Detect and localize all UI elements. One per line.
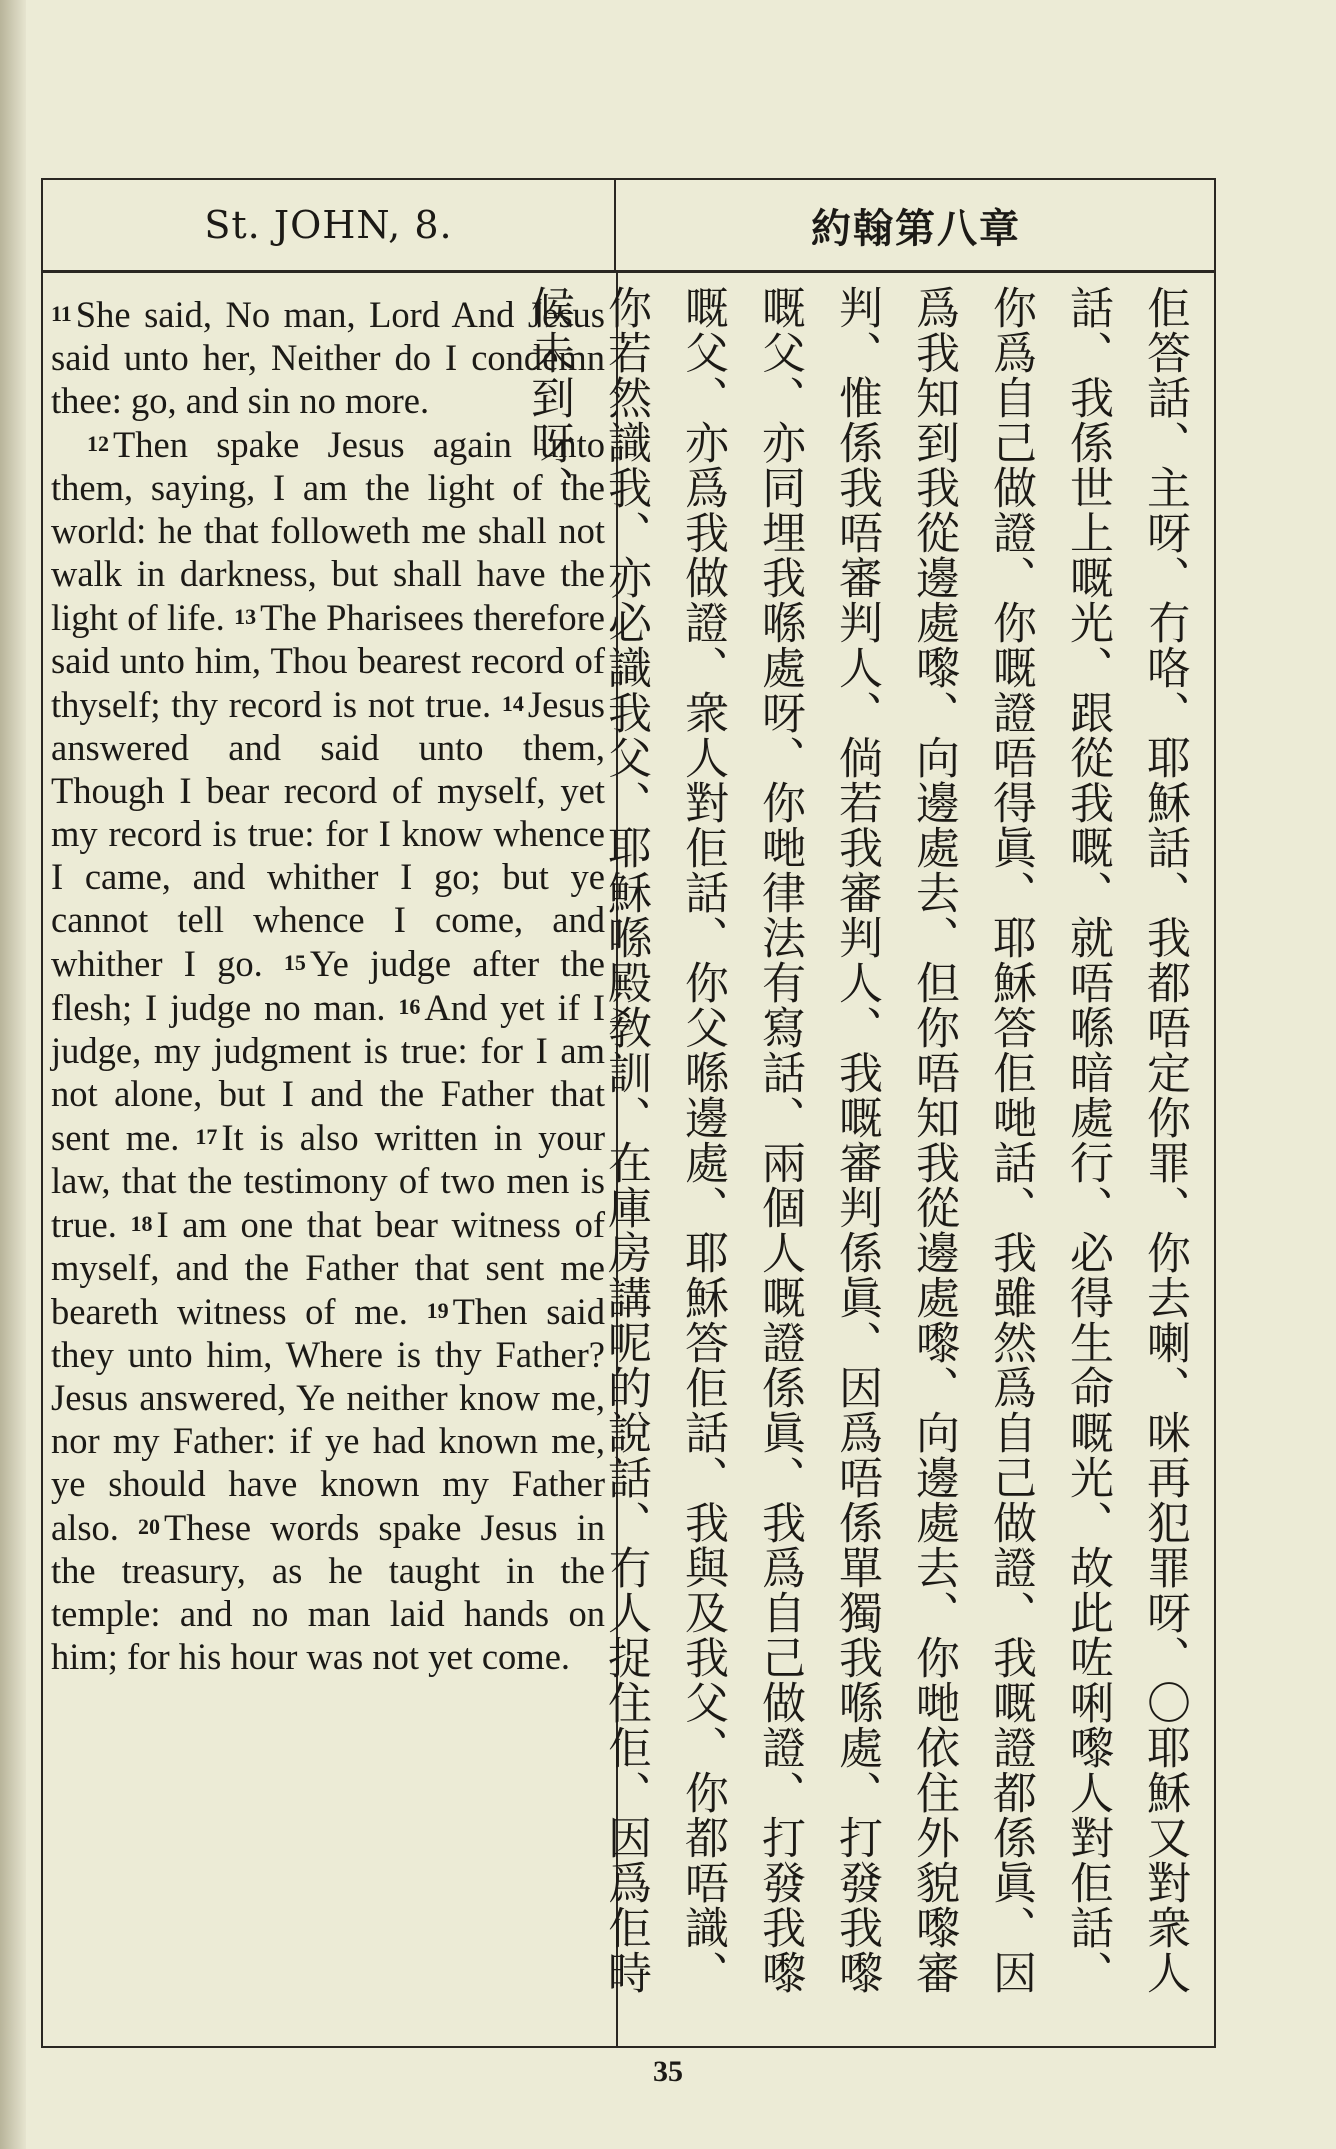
verse-text: She said, No man, Lord And Jesus said unto her, Neither do I condemn thee: go, and sin no more. (51, 294, 605, 421)
verse-number: 16 (398, 994, 421, 1019)
verse-number: 13 (234, 604, 257, 629)
verse-text: Then said they unto him, Where is thy Father? Jesus answered, Ye neither know me, nor my Father: if ye had known me, ye should have known my Father also. (51, 1291, 605, 1548)
verse-text: And yet if I judge, my judgment is true: for I am not alone, but I and the Father that sent me. (51, 987, 606, 1158)
verse-text: It is also written in your law, that the testimony of two men is true. (51, 1117, 606, 1245)
verse-text: These words spake Jesus in the treasury, as he taught in the temple: and no man laid hands on him; for his hour was not yet come. (51, 1507, 605, 1677)
verse-number: 11 (51, 301, 72, 326)
page-frame (41, 178, 1216, 2048)
chinese-column: 佢答話、主呀、冇咯、耶穌話、我都唔定你罪、你去喇、咪再犯罪呀、〇耶穌又對衆人話、我係世上嘅光、跟從我嘅、就唔喺暗處行、必得生命嘅光、故此咗唎嚟人對佢話、你爲自己做證、你嘅證唔得眞、耶穌答佢哋話、我雖然爲自己做證、我嘅證都係眞、因爲我知到我從邊處嚟、向邊處去、但你唔知我從邊處嚟、向邊處去、你哋依住外貌嚟審判、惟係我唔審判人、倘若我審判人、我嘅審判係眞、因爲唔係單獨我喺處、打發我嚟嘅父、亦同埋我喺處呀、你哋律法有寫話、兩個人嘅證係眞、我爲自己做證、打發我嚟嘅父、亦爲我做證、衆人對佢話、你父喺邊處、耶穌答佢話、我與及我父、你都唔識、你若然識我、亦必識我父、耶穌喺殿敎訓、在庫房講呢的說話、冇人捉住佢、因爲佢時候未到呀、 (523, 285, 1190, 1995)
page-binding-shadow (0, 0, 26, 2149)
verse-text: The Pharisees therefore said unto him, Thou bearest record of thyself; thy record is not true. (51, 597, 606, 725)
verse-number: 20 (137, 1514, 160, 1539)
verse-number: 15 (283, 950, 306, 975)
running-header (43, 180, 1214, 273)
verse-number: 19 (426, 1298, 449, 1323)
verse-number: 12 (87, 431, 109, 456)
english-title: St. JOHN, 8. (43, 180, 616, 270)
verse-text: Jesus answered and said unto them, Though I bear record of myself, yet my record is true: for I know whence I came, and whither I go; but ye cannot tell whence I come, and whither I go. (51, 684, 605, 984)
verse-text: I am one that bear witness of myself, and the Father that sent me beareth witness of me. (51, 1204, 606, 1332)
verse-12-13-14 (51, 422, 605, 1678)
page-number: 35 (653, 2055, 683, 2088)
english-column (51, 292, 605, 2022)
verse-number: 17 (195, 1124, 218, 1149)
verse-text: Then spake Jesus again unto them, saying, I am the light of the world: he that followeth me shall not walk in darkness, but shall have the light of life. (51, 424, 605, 638)
verse-text: Ye judge after the flesh; I judge no man. (51, 943, 605, 1028)
verse-number: 14 (501, 691, 524, 716)
chinese-title: 約翰第八章 (811, 204, 1021, 252)
verse-number: 18 (130, 1211, 153, 1236)
